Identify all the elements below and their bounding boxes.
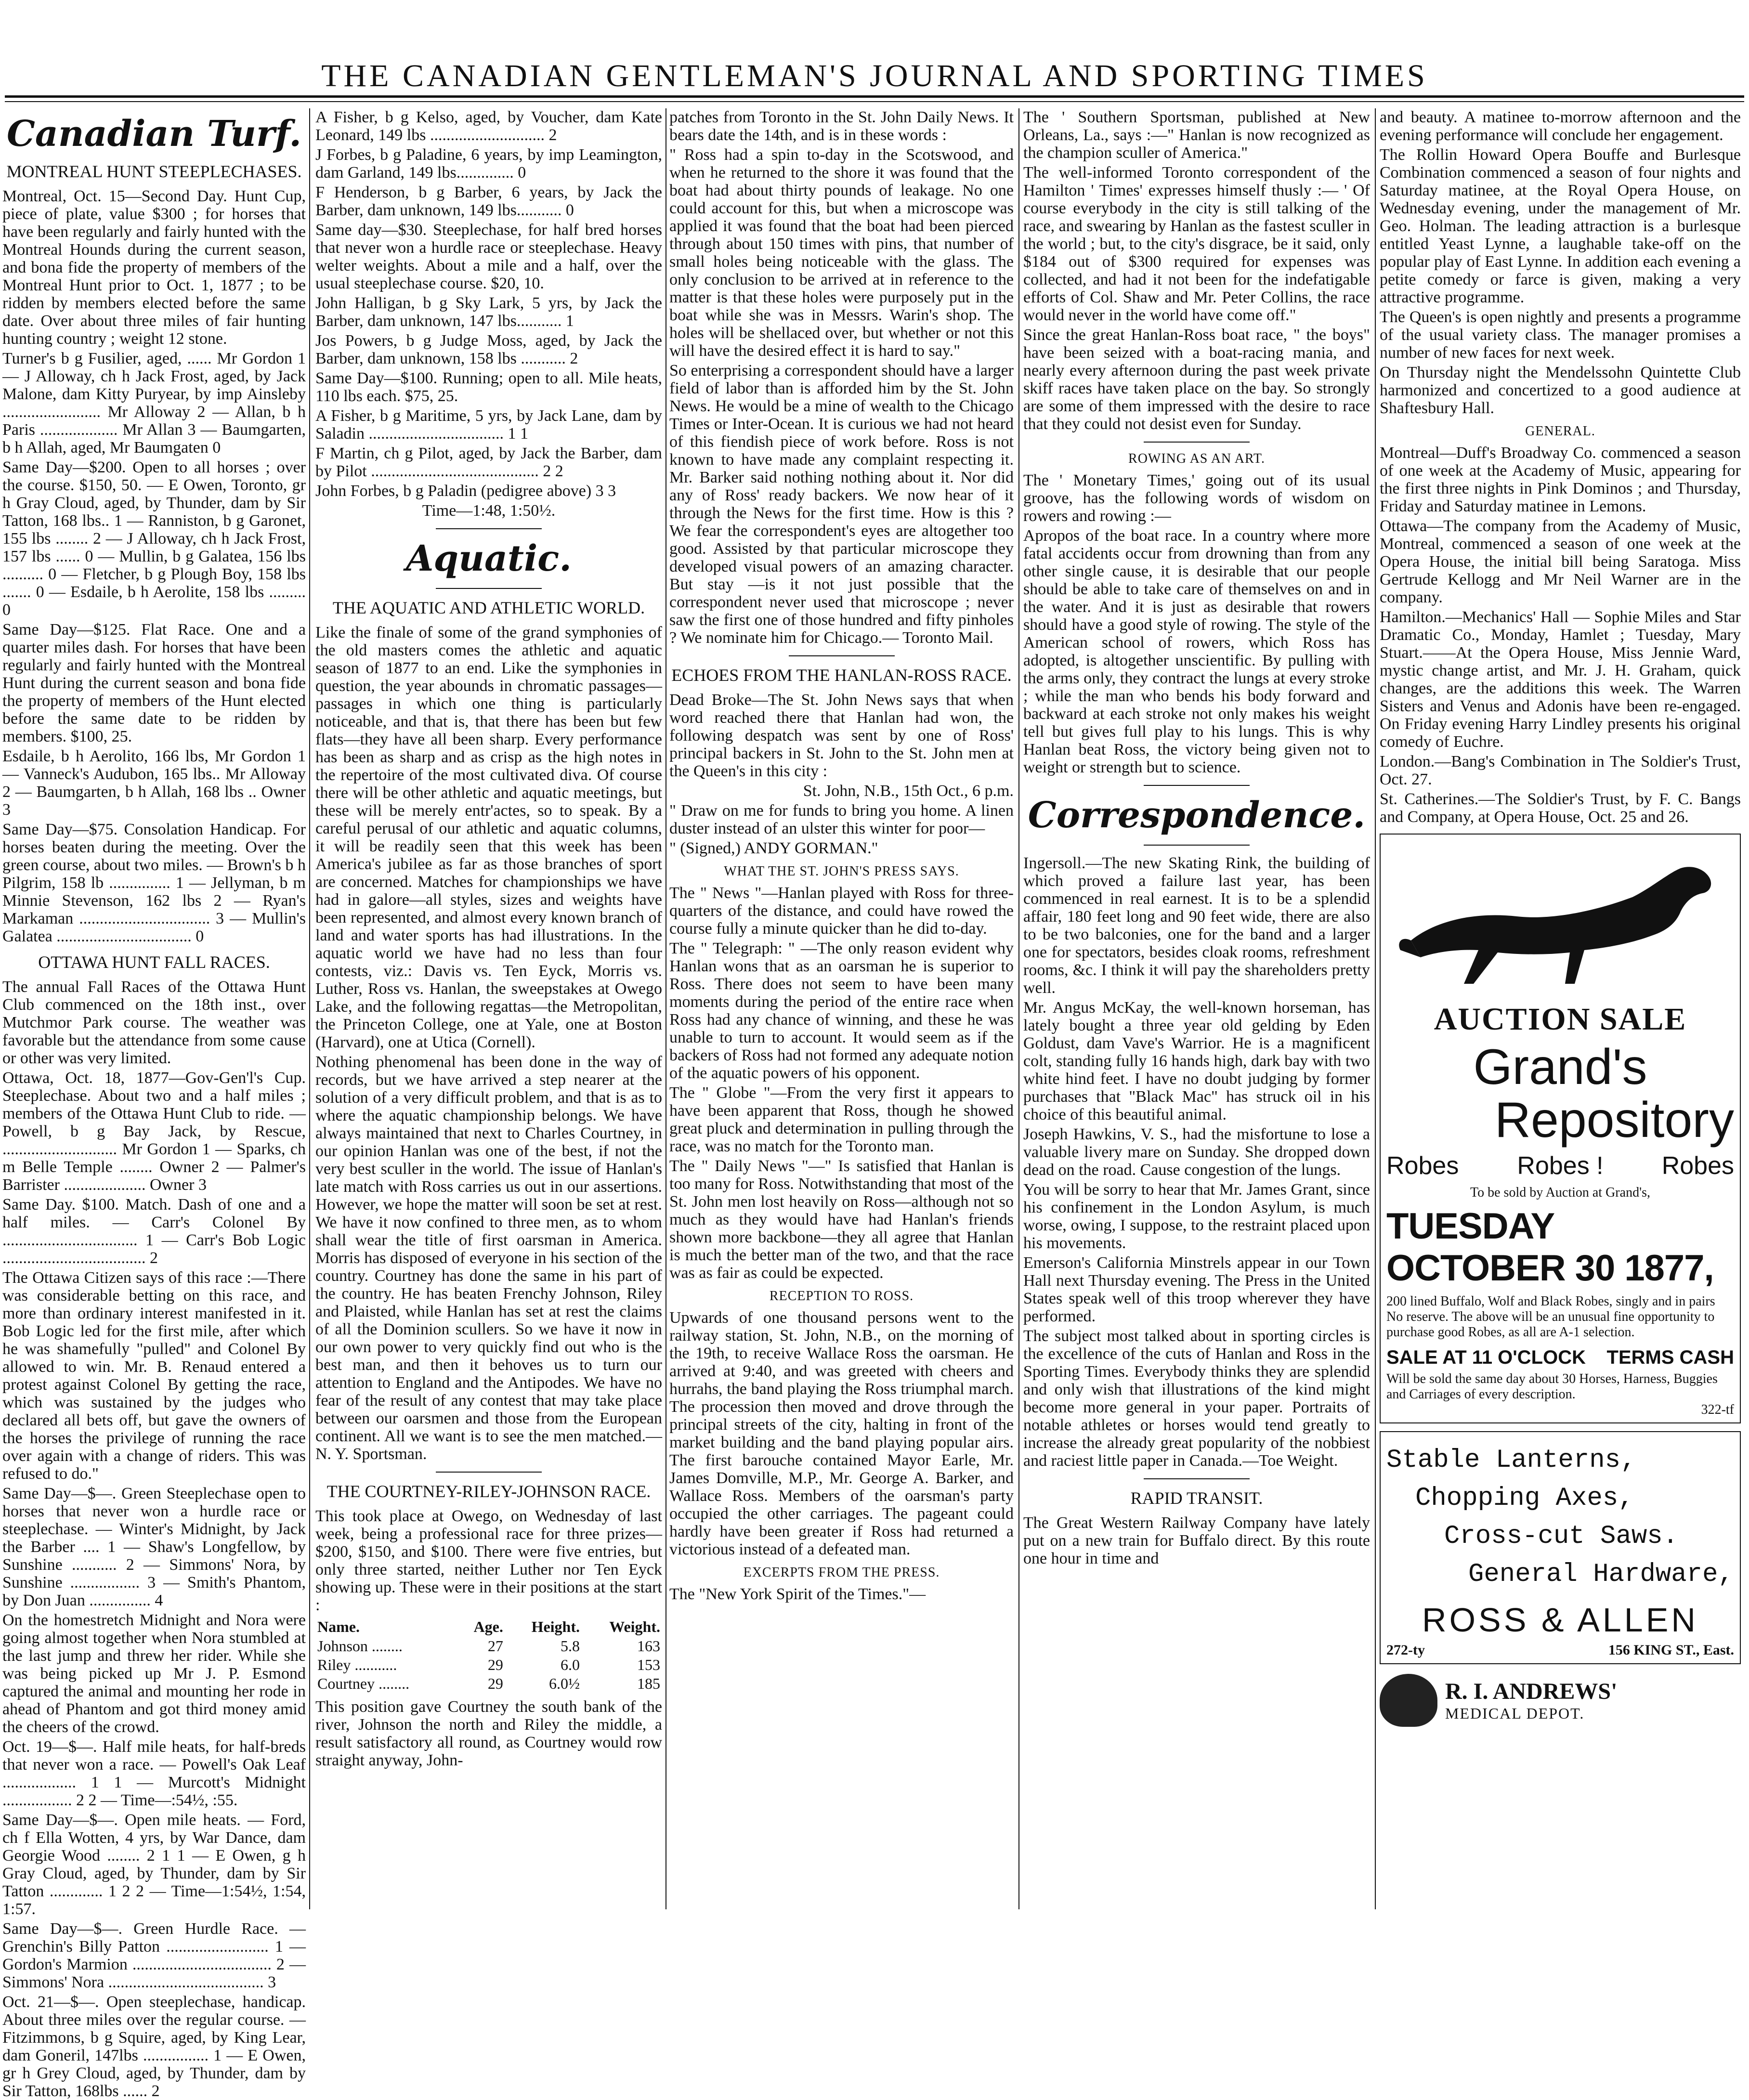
- firm-name: ROSS & ALLEN: [1422, 1601, 1698, 1639]
- paragraph: John Forbes, b g Paladin (pedigree above) 3 3: [315, 482, 616, 500]
- subheading: WHAT THE ST. JOHN'S PRESS SAYS.: [724, 864, 959, 879]
- paragraph: Same Day—$—. Open mile heats. — Ford, ch f Ella Wotten, 4 yrs, by War Dance, dam Georgie Wood ........ 2 1 1 — E Owen, g h Gray Cloud, aged, by Thunder, dam by Sir Tatton ............. 1 2 2 — Time—1:54½, 1:54, 1:57.: [2, 1811, 306, 1918]
- portrait-icon: [1380, 1674, 1437, 1727]
- section-title-correspondence: Correspondence.: [1028, 795, 1366, 836]
- paragraph: Apropos of the boat race. In a country where more fatal accidents occur from drowning than from any other single cause, it is desirable that our people should be able to take care of themselves on and in the water. And it is just as desirable that rowers should have a good style of rowing. The style of the American school of rowers, which Ross has adopted, is altogether unscientific. By pulling with the arms only, they contract the lungs at every stroke ; while the man who bends his body forward and backward at each stroke not only makes his weight tell but gives full play to his lungs. This is why Hanlan beat Ross, the victory being given not to weight or strength but to science.: [1023, 527, 1370, 776]
- paragraph: The " Telegraph: " —The only reason evident why Hanlan wons that as an oarsman he is superior to Ross. There does not seem to have been many moments during the period of the entire race when Ross had any chance of winning, and these he was unable to turn to account. It would seem as if the backers of Ross had not formed any adequate notion of the aquatic powers of his opponent.: [669, 939, 1014, 1082]
- table-row: [315, 1656, 662, 1674]
- paragraph: The Ottawa Citizen says of this race :—There was considerable betting on this race, and more than ordinary interest manifested in it. Bob Logic led for the first mile, after which he was shamefully "pulled" and Colonel By allowed to win. Mr. B. Renaud entered a protest against Colonel By getting the race, which was sustained by the judges who declared all bets off, but gave the owners of the horses the privilege of running the race over again with a change of riders. This was refused to do.": [2, 1269, 306, 1483]
- paragraph: Ottawa, Oct. 18, 1877—Gov-Gen'l's Cup. Steeplechase. About two and a half miles ; members of the Ottawa Hunt Club to ride. — Powell, b g Bay Jack, by Rescue, ............................ Mr Gordon 1 — Sparks, ch m Belle Temple ........ Owner 2 — Palmer's Barrister .................... Owner 3: [2, 1069, 306, 1194]
- table-cell: 6.0: [561, 1656, 580, 1673]
- paragraph: Montreal, Oct. 15—Second Day. Hunt Cup, piece of plate, value $300 ; for horses that have been regularly and fairly hunted with the Montreal Hounds during the current season, and bona fide the property of members of the Montreal Hunt prior to Oct. 1, 1877 ; to be ridden by members elected before the same date. Over about three miles of fair hunting hunting country ; weight 12 stone.: [2, 187, 306, 348]
- paragraph: Dead Broke—The St. John News says that when word reached there that Hanlan had won, the following despatch was sent by one of Ross' principal backers in St. John to the St. John men at the Queen's in this city :: [669, 691, 1014, 780]
- andrews-advertisement: [1380, 1674, 1741, 1727]
- hardware-line: General Hardware,: [1468, 1560, 1734, 1589]
- paragraph: Same Day. $100. Match. Dash of one and a half miles. — Carr's Colonel By ................................. 1 — Carr's Bob Logic ................................... 2: [2, 1196, 306, 1267]
- hardware-line: Stable Lanterns,: [1386, 1446, 1636, 1475]
- column-2: [315, 108, 662, 1909]
- paragraph: Ingersoll.—The new Skating Rink, the building of which proved a failure last year, has been commenced in real earnest. It is to be a splendid affair, 180 feet long and 90 feet wide, there are also to be two balconies, one for the band and a larger one for spectators, besides cloak rooms, refreshment rooms, &c. I think it will pay the shareholders pretty well.: [1023, 854, 1370, 997]
- table-cell: 153: [637, 1656, 660, 1673]
- paragraph: The subject most talked about in sporting circles is the excellence of the cuts of Hanlan and Ross in the Sporting Times. Everybody thinks they are splendid and only wish that illustrations of the kind might become more general in your paper. Portraits of notable athletes or horses would tend greatly to increase the already great popularity of the nobbiest and raciest little paper in Canada.—Toe Weight.: [1023, 1327, 1370, 1470]
- paragraph: Same Day—$200. Open to all horses ; over the course. $150, 50. — E Owen, Toronto, gr h Gray Cloud, aged, by Thunder, dam by Sir Tatton, 168 lbs.. 1 — Ranniston, b g Garonet, 155 lbs ........ 2 — J Alloway, ch h Jack Frost, 157 lbs ...... 0 — Mullin, b g Galatea, 156 lbs .......... 0 — Fletcher, b g Plough Boy, 158 lbs ....... 0 — Esdaile, b h Aerolite, 158 lbs ......... 0: [2, 458, 306, 619]
- paragraph: St. Catherines.—The Soldier's Trust, by F. C. Bangs and Company, at Opera House, Oct. 25 and 26.: [1380, 790, 1741, 826]
- paragraph: Same Day—$75. Consolation Handicap. For horses beaten during the meeting. Over the green course, about two miles. — Brown's b h Pilgrim, 158 lb ............... 1 — Jellyman, b m Minnie Stevenson, 162 lbs 2 — Ryan's Markaman ................................ 3 — Mullin's Galatea ................................. 0: [2, 821, 306, 945]
- article-heading: THE AQUATIC AND ATHLETIC WORLD.: [332, 598, 645, 617]
- article-heading: ECHOES FROM THE HANLAN-ROSS RACE.: [671, 665, 1012, 685]
- paragraph: Same day—$30. Steeplechase, for half bred horses that never won a hurdle race or steeplechase. Heavy welter weights. About a mile and a half, over the usual steeplechase course. $20, 10.: [315, 221, 662, 292]
- sale-also-line: Will be sold the same day about 30 Horses, Harness, Buggies and Carriages of every description.: [1386, 1371, 1718, 1402]
- article-heading: RAPID TRANSIT.: [1130, 1488, 1263, 1508]
- firm-address: 156 KING ST., East.: [1608, 1642, 1734, 1658]
- masthead-rule-thin: [5, 101, 1744, 102]
- paragraph: St. John, N.B., 15th Oct., 6 p.m.: [803, 782, 1014, 800]
- repository-heading: Repository: [1494, 1092, 1734, 1148]
- paragraph: Same Day—$—. Green Steeplechase open to horses that never won a hurdle race or steeplechase. — Winter's Midnight, by Jack the Barber .... 1 — Shaw's Longfellow, by Sunshine ........... 2 — Simmons' Nora, by Sunshine ................. 3 — Smith's Phantom, by Don Juan ............... 4: [2, 1485, 306, 1609]
- table-header-cell: Age.: [473, 1618, 503, 1635]
- paragraph: Mr. Angus McKay, the well-known horseman, has lately bought a three year old gelding by Eden Goldust, dam Vave's Warrior. He is a magnificent colt, standing fully 16 hands high, dark bay with two white hind feet. I have no doubt judging by former purchases that "Black Mac" has struck oil in his choice of this beautiful animal.: [1023, 999, 1370, 1123]
- section-title-canadian-turf: Canadian Turf.: [7, 113, 301, 155]
- column-3: [669, 108, 1014, 1909]
- paragraph: " Draw on me for funds to bring you home. A linen duster instead of an ulster this winter for poor—: [669, 802, 1014, 837]
- table-header-cell: Weight.: [609, 1618, 660, 1635]
- table-cell: 185: [637, 1675, 660, 1692]
- grands-heading: Grand's: [1473, 1039, 1647, 1095]
- table-cell: Riley ...........: [317, 1656, 397, 1673]
- paragraph: The annual Fall Races of the Ottawa Hunt Club commenced on the 18th inst., over Mutchmor Park course. The weather was favorable but the attendance from some cause or other was very limited.: [2, 978, 306, 1067]
- paragraph: The Rollin Howard Opera Bouffe and Burlesque Combination commenced a season of four nights and Saturday matinee, at the Royal Opera House, on Wednesday evening, under the management of Mr. Geo. Holman. The leading attraction is a burlesque entitled Yeast Lynne, a laughable take-off on the popular play of East Lynne. In addition each evening a petite comedy or farce is given, making a very attractive programme.: [1380, 146, 1741, 306]
- auction-sale-title: AUCTION SALE: [1434, 1002, 1687, 1037]
- paragraph: Upwards of one thousand persons went to the railway station, St. John, N.B., on the morning of the 19th, to receive Wallace Ross the oarsman. He arrived at 9:40, and was greeted with cheers and hurrahs, the band playing the Ross triumphal march. The procession then moved and drove through the principal streets of the city, halting in front of the market building and the band playing popular airs. The first barouche contained Mayor Earle, Mr. James Domville, M.P., Mr. George A. Barker, and Wallace Ross. Members of the oarsman's party occupied the other carriages. The pageant could hardly have been greater if Ross had returned a victorious instead of a defeated man.: [669, 1309, 1014, 1558]
- paragraph: Oct. 21—$—. Open steeplechase, handicap. About three miles over the regular course. — Fitzimmons, b g Squire, aged, by King Lear, dam Goneril, 147lbs ................ 1 — E Owen, gr h Grey Cloud, aged, by Thunder, dam by Sir Tatton, 168lbs ...... 2: [2, 1993, 306, 2100]
- paragraph: The "New York Spirit of the Times."—: [669, 1585, 926, 1603]
- paragraph: London.—Bang's Combination in The Soldier's Trust, Oct. 27.: [1380, 753, 1741, 788]
- paragraph: Esdaile, b h Aerolito, 166 lbs, Mr Gordon 1 — Vanneck's Audubon, 165 lbs.. Mr Alloway 2 — Baumgarten, b h Allah, 168 lbs .. Owner 3: [2, 747, 306, 819]
- sale-terms: TERMS CASH: [1606, 1347, 1734, 1368]
- ad-reference: 272-ty: [1386, 1642, 1425, 1658]
- robes-word: Robes !: [1517, 1152, 1604, 1180]
- paragraph: On the homestretch Midnight and Nora were going almost together when Nora stumbled at the last jump and threw her rider. While she was being picked up Mr J. P. Esmond captured the animal and mounting her rode in ahead of Phantom and got third money amid the cheers of the crowd.: [2, 1611, 306, 1736]
- hardware-advertisement: [1380, 1431, 1741, 1664]
- paragraph: F Henderson, b g Barber, 6 years, by Jack the Barber, dam unknown, 149 lbs........... 0: [315, 183, 662, 219]
- andrews-subtitle: MEDICAL DEPOT.: [1445, 1705, 1585, 1722]
- paragraph: Turner's b g Fusilier, aged, ...... Mr Gordon 1 — J Alloway, ch h Jack Frost, aged, by Jack Malone, dam Kitty Puryear, by imp Ainsleby ........................ Mr Alloway 2 — Allan, b h Paris ................... Mr Allan 3 — Baumgarten, b h Allah, aged, Mr Baumgaten 0: [2, 350, 306, 457]
- article-heading: MONTREAL HUNT STEEPLECHASES.: [6, 162, 302, 181]
- oarsmen-table: [315, 1617, 662, 1693]
- paragraph: Like the finale of some of the grand symphonies of the old masters comes the athletic and aquatic season of 1877 to an end. Like the symphonies in question, the year abounds in chromatic passages—passages in which one thing is particularly noticeable, and that is, that there has been but few flats—they have all been sharp. Every performance has been as sharp and as crisp as the high notes in the repertoire of the most cultivated diva. Of course there will be other athletic and aquatic meetings, but these will be merely entr'actes, so to speak. By a careful perusal of our athletic and aquatic columns, it will be readily seen that this week has been America's jubilee as far as those branches of sport are concerned. Matches for championships we have had in galore—all styles, sizes and weights have been represented, and almost every known branch of land and water sports has had illustrations. In the aquatic world we have had no less than four contests, viz.: Davis vs. Ten Eyck, Morris vs. Luther, Ross vs. Hanlan, the sweepstakes at Owego Lake, and the following regattas—the Metropolitan, the Princeton College, one at Yale, one at Boston (Harvard), one at Utica (Cornell).: [315, 624, 662, 1051]
- table-row: [315, 1674, 662, 1693]
- subheading: RECEPTION TO ROSS.: [769, 1289, 914, 1304]
- subheading: EXCERPTS FROM THE PRESS.: [743, 1565, 940, 1580]
- section-divider: [789, 655, 895, 656]
- table-cell: Courtney ........: [317, 1675, 410, 1692]
- paragraph: Same Day—$100. Running; open to all. Mile heats, 110 lbs each. $75, 25.: [315, 369, 662, 405]
- paragraph: patches from Toronto in the St. John Daily News. It bears date the 14th, and is in these words :: [669, 108, 1014, 144]
- table-header-cell: Height.: [531, 1618, 580, 1635]
- section-divider: [436, 588, 542, 589]
- paragraph: The ' Southern Sportsman, published at New Orleans, La., says :—" Hanlan is now recognized as the champion sculler of America.": [1023, 108, 1370, 162]
- andrews-name: R. I. ANDREWS': [1445, 1679, 1618, 1704]
- sale-date: TUESDAY OCTOBER 30 1877,: [1386, 1206, 1714, 1289]
- column-divider: [309, 108, 310, 1909]
- masthead: [0, 0, 1749, 101]
- paragraph: A Fisher, b g Kelso, aged, by Voucher, dam Kate Leonard, 149 lbs ............................ 2: [315, 108, 662, 144]
- paragraph: Joseph Hawkins, V. S., had the misfortune to lose a valuable livery mare on Sunday. She dropped down dead on the road. Cause congestion of the lungs.: [1023, 1125, 1370, 1179]
- table-cell: 5.8: [561, 1637, 580, 1655]
- section-divider: [436, 528, 542, 529]
- paragraph: Hamilton.—Mechanics' Hall — Sophie Miles and Star Dramatic Co., Monday, Hamlet ; Tuesday, Mary Stuart.——At the Opera House, Miss Jennie Ward, mystic change artist, and Mr. J. H. Graham, quick changes, are the additions this week. The Warren Sisters and Venus and Adonis have been re-engaged. On Friday evening Harry Lindley presents his original comedy of Euchre.: [1380, 608, 1741, 751]
- column-1: [2, 108, 306, 2100]
- paragraph: You will be sorry to hear that Mr. James Grant, since his confinement in the London Asylum, is much worse, owing, I suppose, to the restraint placed upon his movements.: [1023, 1181, 1370, 1252]
- auction-advertisement: [1380, 834, 1741, 1423]
- paragraph: Same Day—$125. Flat Race. One and a quarter miles dash. For horses that have been regularly and fairly hunted with the Montreal Hunt during the current season and bona fide the property of members of the Hunt elected before the same date to be ridden by members. $100, 25.: [2, 621, 306, 745]
- section-divider: [1144, 785, 1250, 786]
- paragraph: The " Daily News "—" Is satisfied that Hanlan is too many for Ross. Notwithstanding that most of the St. John men lost heavily on Ross—although not so much as they would have had Hanlan's friends shown more backbone—they all agree that Hanlan is much the better man of the two, and that the race was as fair as could be expected.: [669, 1157, 1014, 1282]
- paragraph: J Forbes, b g Paladine, 6 years, by imp Leamington, dam Garland, 149 lbs.............. 0: [315, 146, 662, 182]
- paragraph: " Ross had a spin to-day in the Scotswood, and when he returned to the shore it was found that the boat had about thirty pounds of leakage. No one could account for this, but when a microscope was applied it was found that the boat had been pierced through about 150 times with pins, that number of small holes being noticeable with the glass. The only conclusion to be arrived at in reference to the matter is that these holes were purposely put in the boat while she was in Messrs. Warin's shop. The holes will be shellaced over, but whether or not this will have the desired effect it is hard to say.": [669, 146, 1014, 360]
- paragraph: F Martin, ch g Pilot, aged, by Jack the Barber, dam by Pilot ......................................... 2 2: [315, 444, 662, 480]
- section-divider: [1144, 845, 1250, 846]
- robes-line: [1386, 1151, 1734, 1180]
- paragraph: Same Day—$—. Green Hurdle Race. — Grenchin's Billy Patton ......................... 1 — Gordon's Marmion .................................. 2 — Simmons' Nora ...................................... 3: [2, 1920, 306, 1991]
- sold-by-line: To be sold by Auction at Grand's,: [1470, 1185, 1651, 1200]
- section-title-aquatic: Aquatic.: [405, 538, 572, 579]
- table-header-cell: Name.: [317, 1618, 360, 1635]
- paragraph: Ottawa—The company from the Academy of Music, Montreal, commenced a season of one week at the Opera House, the initial bill being Saratoga. Miss Gertrude Kellogg and Mr Neil Warner are in the company.: [1380, 517, 1741, 606]
- paragraph: Jos Powers, b g Judge Moss, aged, by Jack the Barber, dam unknown, 158 lbs ........... 2: [315, 332, 662, 367]
- section-divider: [436, 1472, 542, 1473]
- paragraph: The " News "—Hanlan played with Ross for three-quarters of the distance, and could have rowed the course fully a minute quicker than he did to-day.: [669, 884, 1014, 938]
- section-divider: [1144, 442, 1250, 443]
- column-divider: [1375, 108, 1376, 1909]
- hardware-line: Chopping Axes,: [1415, 1484, 1634, 1513]
- paragraph: Oct. 19—$—. Half mile heats, for half-breds that never won a race. — Powell's Oak Leaf .................. 1 1 — Murcott's Midnight ................. 2 2 — Time—:54½, :55.: [2, 1738, 306, 1809]
- paragraph: A Fisher, b g Maritime, 5 yrs, by Jack Lane, dam by Saladin ................................. 1 1: [315, 407, 662, 443]
- table-cell: Johnson ........: [317, 1637, 403, 1655]
- article-heading: OTTAWA HUNT FALL RACES.: [38, 952, 270, 972]
- ad-reference: 322-tf: [1701, 1402, 1734, 1417]
- table-cell: 27: [487, 1637, 503, 1655]
- table-cell: 6.0½: [549, 1675, 580, 1692]
- paragraph: This took place at Owego, on Wednesday of last week, being a professional race for three prizes—$200, $150, and $100. There were five entries, but only three started, neither Luther nor Ten Eyck showing up. These were in their positions at the start :: [315, 1507, 662, 1614]
- paragraph: The Great Western Railway Company have lately put on a new train for Buffalo direct. By this route one hour in time and: [1023, 1514, 1370, 1567]
- subheading: ROWING AS AN ART.: [1128, 451, 1265, 466]
- section-divider: [1144, 1478, 1250, 1479]
- robes-word: Robes: [1661, 1152, 1734, 1180]
- hardware-line: Cross-cut Saws.: [1444, 1522, 1679, 1551]
- paragraph: So enterprising a correspondent should have a larger field of labor than is afforded him by the St. John News. He would be a mine of wealth to the Chicago Times or Inter-Ocean. It is curious we had not heard of this fiendish piece of work before. Ross is not known to have made any complaint respecting it. Mr. Barker said nothing nothing about it. Nor did any of Ross' ready backers. We now hear of it through the News for the first time. How is this ? We fear the correspondent's eyes are altogether too good. Assisted by that particular microscope they developed visual powers of an amazing character. But stay —is it not just possible that the correspondent never used that microscope ; never saw the first one of those hundred and fifty pinholes ? We nominate him for Chicago.— Toronto Mail.: [669, 362, 1014, 647]
- paragraph: On Thursday night the Mendelssohn Quintette Club harmonized and concertized to a good audience at Shaftesbury Hall.: [1380, 364, 1741, 417]
- table-cell: 29: [487, 1675, 503, 1692]
- paragraph: The well-informed Toronto correspondent of the Hamilton ' Times' expresses himself thusly :— ' Of course everybody in the city is still talking of the race, and swearing by Hanlan as the fastest sculler in the world ; but, to the city's disgrace, be it said, only $184 out of $300 required for expenses was collected, and had it not been for the indefatigable efforts of Col. Shaw and Mr. Peter Collins, the race would never in the world have come off.": [1023, 164, 1370, 324]
- robes-word: Robes: [1386, 1152, 1459, 1180]
- paragraph: and beauty. A matinee to-morrow afternoon and the evening performance will conclude her engagement.: [1380, 108, 1741, 144]
- table-row: [315, 1637, 662, 1656]
- sale-time: SALE AT 11 O'CLOCK: [1386, 1347, 1586, 1368]
- paragraph: Time—1:48, 1:50½.: [422, 502, 556, 520]
- firm-address-line: [1386, 1642, 1734, 1658]
- column-5: [1380, 108, 1741, 1909]
- paragraph: Nothing phenomenal has been done in the way of records, but we have arrived a step nearer at the solution of a very difficult problem, and that is as to where the aquatic championship belongs. We have always maintained that next to Charles Courtney, in our opinion Hanlan was one of the best, if not the very best sculler in the world. The issue of Hanlan's late match with Ross carries us out in our assertions. However, we hope the matter will soon be set at rest. We have it now confined to three men, as to whom shall wear the title of first oarsman in America. Morris has disposed of everyone in his section of the country. Courtney has done the same in his part of the country. He has beaten Frenchy Johnson, Riley and Plaisted, while Hanlan has set at rest the claims of all the Dominion scullers. So we have it now in our own power to very quickly find out who is the best man, and then it behoves us to turn our attention to England and the Antipodes. We have no fear of the result of any contest that may take place between our oarsmen and those from the European continent. All we want is to see the men matched.—N. Y. Sportsman.: [315, 1053, 662, 1463]
- paragraph: John Halligan, b g Sky Lark, 5 yrs, by Jack the Barber, dam unknown, 147 lbs........... 1: [315, 294, 662, 330]
- paragraph: " (Signed,) ANDY GORMAN.": [669, 839, 878, 857]
- column-divider: [1018, 108, 1019, 1909]
- column-4: [1023, 108, 1370, 1909]
- paragraph: Montreal—Duff's Broadway Co. commenced a season of one week at the Academy of Music, appearing for the first three nights in Pink Dominos ; and Thursday, Friday and Saturday matinee in Lemons.: [1380, 444, 1741, 515]
- masthead-rule: [5, 95, 1744, 98]
- table-header-row: [315, 1617, 662, 1637]
- subheading: GENERAL.: [1525, 424, 1595, 439]
- sale-details: 200 lined Buffalo, Wolf and Black Robes, singly and in pairs No reserve. The above will be an unusual fine opportunity to purchase good Robes, as all are A-1 selection.: [1386, 1294, 1715, 1340]
- newspaper-title: THE CANADIAN GENTLEMAN'S JOURNAL AND SPORTING TIMES: [321, 58, 1428, 93]
- horse-illustration-icon: [1386, 839, 1734, 998]
- paragraph: This position gave Courtney the south bank of the river, Johnson the north and Riley the middle, a result satisfactory all round, as Courtney would row straight anyway, John-: [315, 1698, 662, 1769]
- table-cell: 163: [637, 1637, 660, 1655]
- paragraph: The Queen's is open nightly and presents a programme of the usual variety class. The manager promises a number of new faces for next week.: [1380, 308, 1741, 362]
- article-heading: THE COURTNEY-RILEY-JOHNSON RACE.: [326, 1482, 651, 1501]
- sale-time-line: [1386, 1347, 1734, 1369]
- paragraph: The ' Monetary Times,' going out of its usual groove, has the following words of wisdom on rowers and rowing :—: [1023, 471, 1370, 525]
- table-cell: 29: [487, 1656, 503, 1673]
- paragraph: Since the great Hanlan-Ross boat race, " the boys" have been seized with a boat-racing mania, and nearly every afternoon during the past week private skiff races have taken place on the bay. So strongly are some of them impressed with the desire to race that they could not desist even for Sunday.: [1023, 326, 1370, 433]
- paragraph: Emerson's California Minstrels appear in our Town Hall next Thursday evening. The Press in the United States speak well of this troop wherever they have performed.: [1023, 1254, 1370, 1325]
- paragraph: The " Globe "—From the very first it appears to have been apparent that Ross, though he showed great pluck and determination in pulling through the race, was no match for the Toronto man.: [669, 1084, 1014, 1155]
